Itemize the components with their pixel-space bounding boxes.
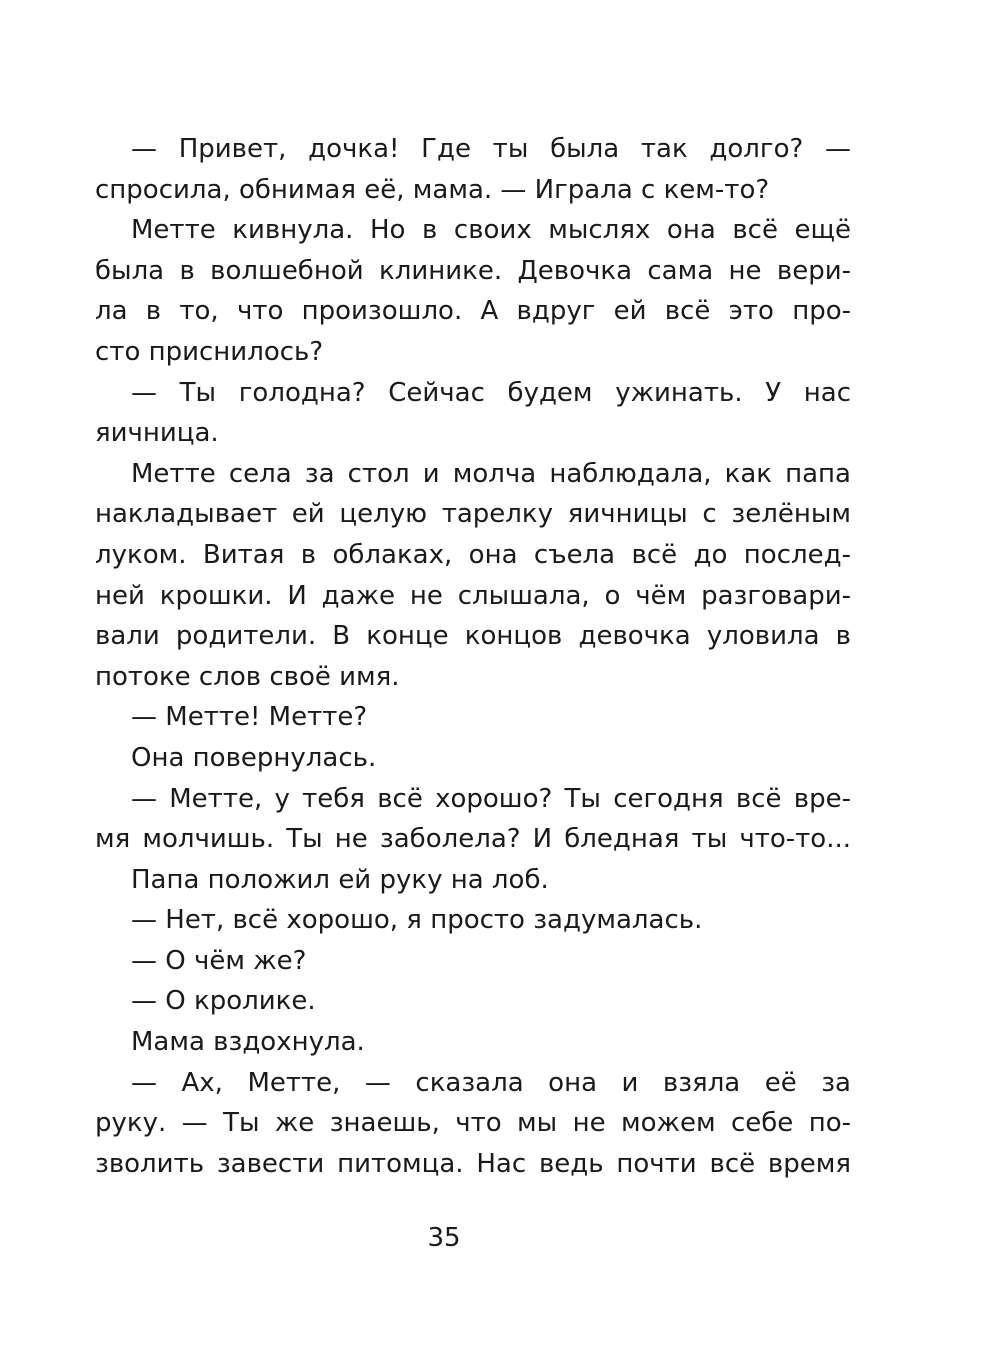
text-line: — О кролике. <box>131 986 316 1017</box>
text-line: — Метте, у тебя всё хорошо? Ты сегодня всё вре- <box>131 783 851 814</box>
text-line: — Ты голодна? Сейчас будем ужинать. У нас <box>131 377 851 408</box>
text-line: потоке слов своё имя. <box>95 661 400 692</box>
text-line: была в волшебной клинике. Девочка сама не вери- <box>95 255 851 286</box>
text-line: Папа положил ей руку на лоб. <box>131 864 549 895</box>
text-line: — Привет, дочка! Где ты была так долго? — <box>131 134 851 164</box>
text-line: луком. Витая в облаках, она съела всё до послед- <box>95 539 851 570</box>
text-line: Мама вздохнула. <box>131 1027 365 1058</box>
text-line: вали родители. В конце концов девочка уловила в <box>95 621 851 652</box>
text-line: Метте кивнула. Но в своих мыслях она всё ещё <box>131 215 851 246</box>
text-line: накладывает ей целую тарелку яичницы с зелёным <box>95 499 851 530</box>
text-line: спросила, обнимая её, мама. — Играла с кем-то? <box>95 174 770 205</box>
text-line: зволить завести питомца. Нас ведь почти всё время <box>95 1148 851 1179</box>
text-line: Метте села за стол и молча наблюдала, как папа <box>131 458 851 489</box>
text-line: ней крошки. И даже не слышала, о чём разговари- <box>95 580 851 611</box>
body-text <box>95 129 851 1184</box>
text-line: — Ах, Метте, — сказала она и взяла её за <box>131 1067 851 1098</box>
text-line: ла в то, что произошло. А вдруг ей всё это про- <box>95 296 851 327</box>
text-line: сто приснилось? <box>95 336 324 367</box>
text-line: мя молчишь. Ты не заболела? И бледная ты что-то... <box>95 824 851 855</box>
text-line: руку. — Ты же знаешь, что мы не можем себе по- <box>95 1108 851 1139</box>
text-line: — Метте! Метте? <box>131 702 368 733</box>
text-line: Она повернулась. <box>131 742 377 773</box>
text-line: яичница. <box>95 418 219 449</box>
text-line: — Нет, всё хорошо, я просто задумалась. <box>131 905 703 936</box>
page-number: 35 <box>427 1223 461 1253</box>
text-line: — О чём же? <box>131 945 307 976</box>
